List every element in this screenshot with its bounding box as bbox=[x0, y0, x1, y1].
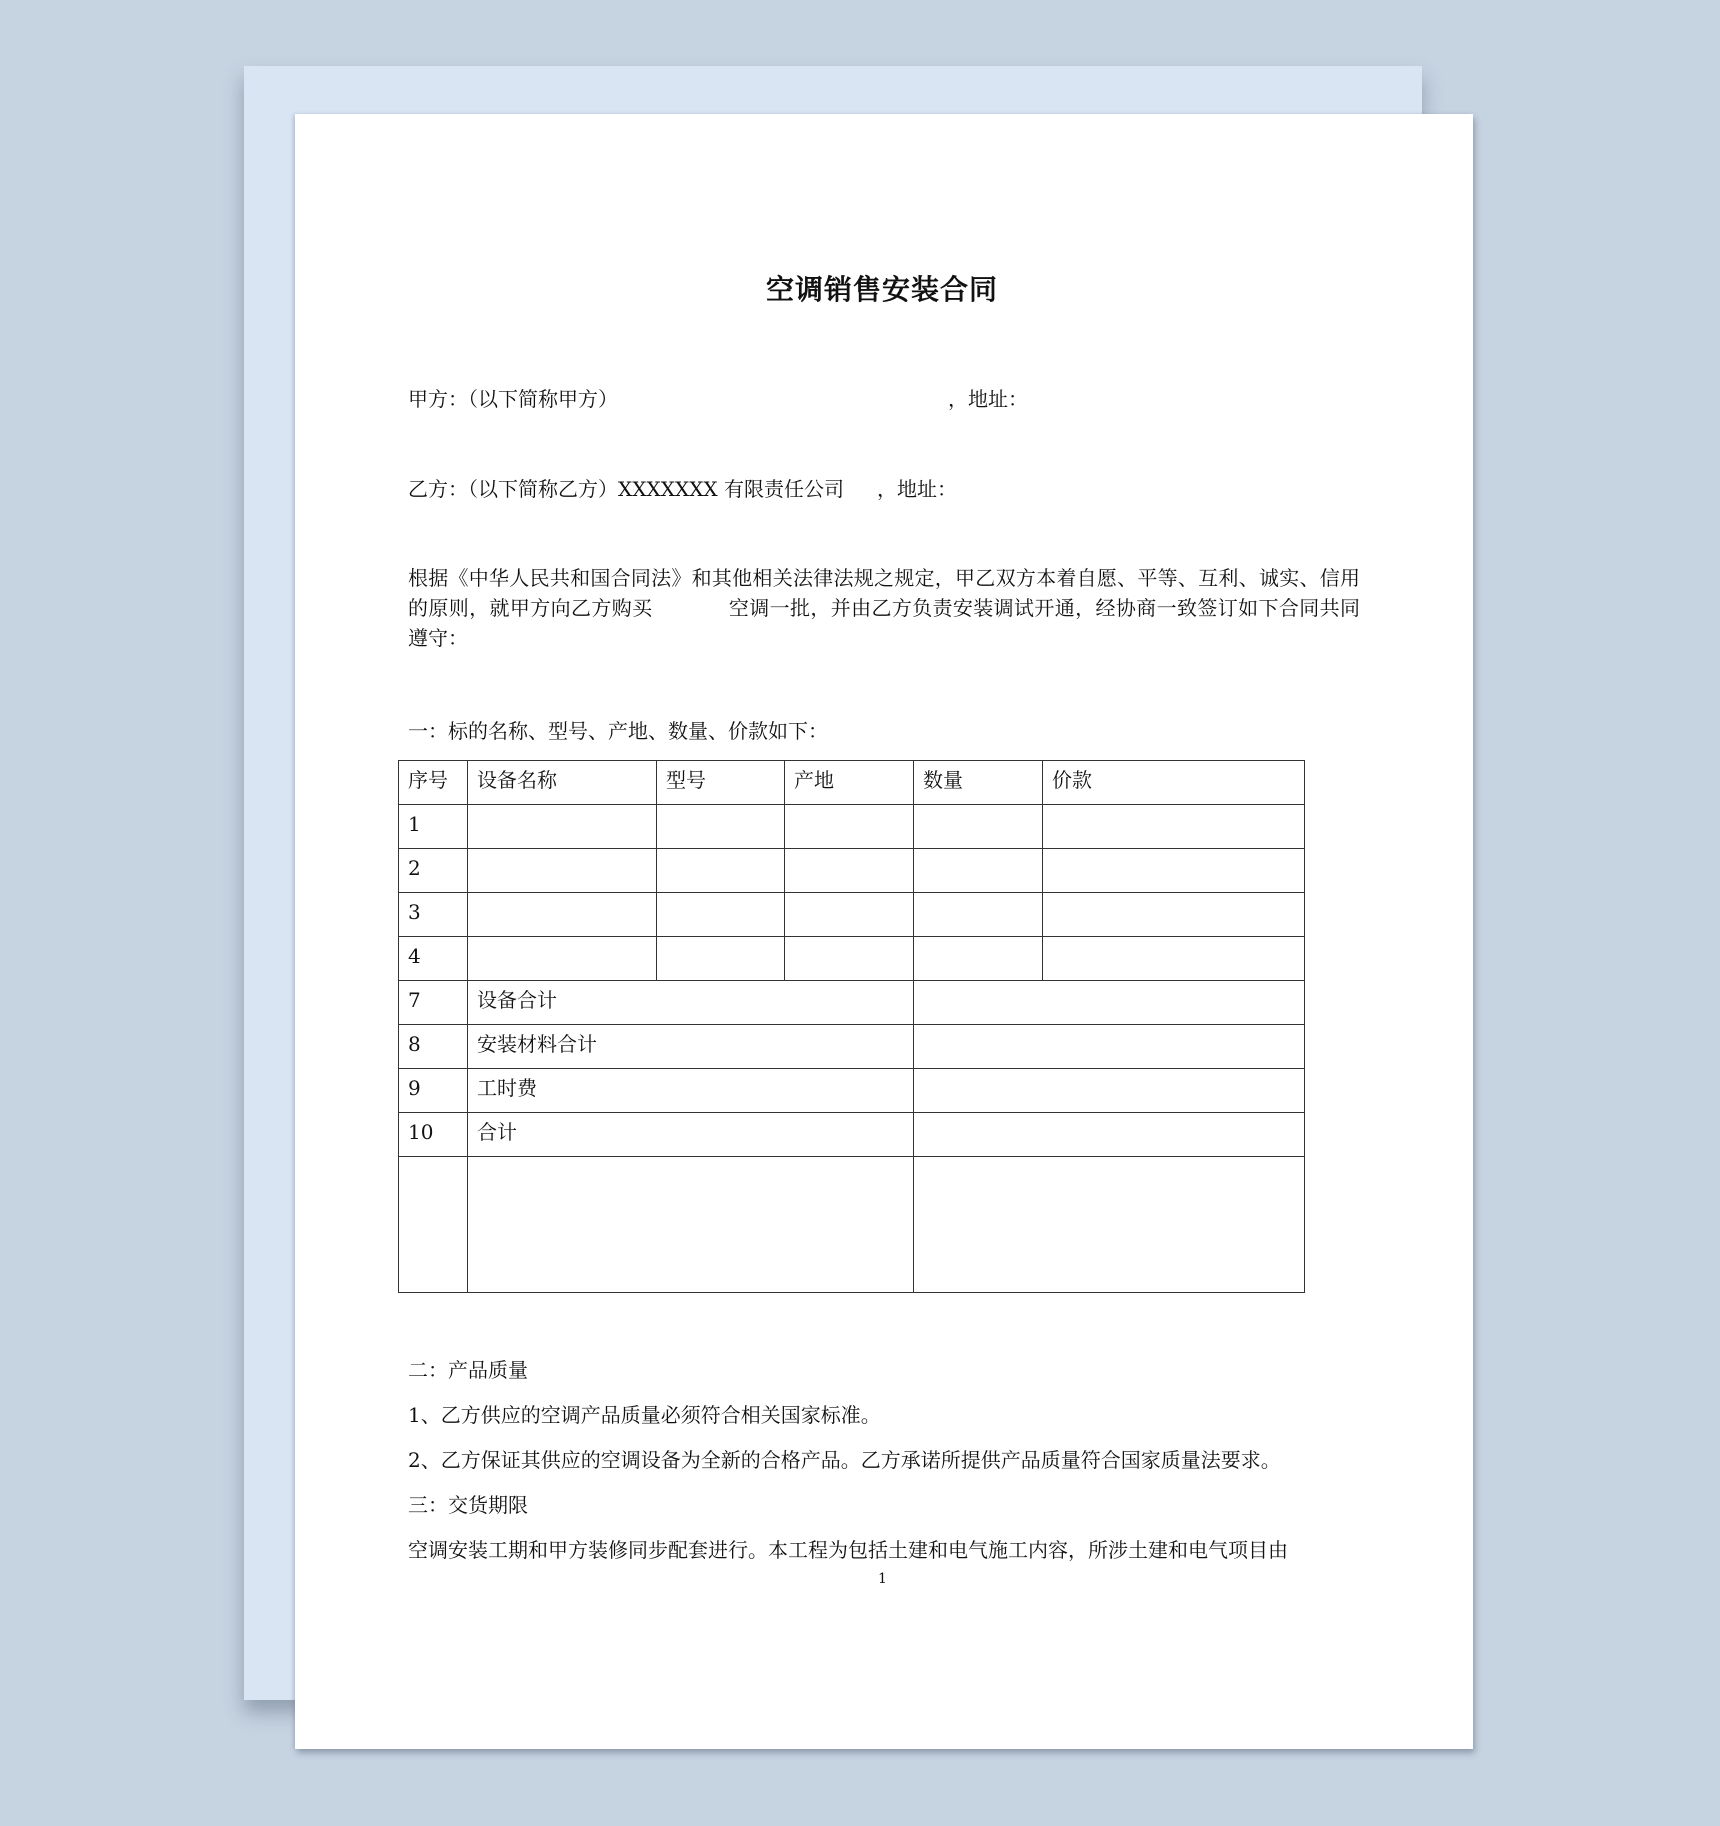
section1-heading: 一：标的名称、型号、产地、数量、价款如下： bbox=[408, 719, 828, 743]
cell-no: 8 bbox=[399, 1025, 468, 1069]
cell-model[interactable] bbox=[657, 937, 785, 981]
cell-no: 2 bbox=[399, 849, 468, 893]
party-b-label: 乙方：（以下简称乙方）XXXXXXX 有限责任公司 bbox=[408, 477, 845, 501]
cell-qty[interactable] bbox=[914, 937, 1043, 981]
cell-origin[interactable] bbox=[785, 937, 914, 981]
cell-qty[interactable] bbox=[914, 805, 1043, 849]
document-title: 空调销售安装合同 bbox=[766, 273, 999, 306]
party-a-label: 甲方：（以下简称甲方） bbox=[408, 387, 618, 411]
cell-name[interactable] bbox=[468, 805, 657, 849]
summary-label: 安装材料合计 bbox=[468, 1025, 914, 1069]
summary-value[interactable] bbox=[914, 1025, 1305, 1069]
blank-cell[interactable] bbox=[468, 1157, 914, 1293]
header-cell-origin: 产地 bbox=[785, 761, 914, 805]
page-number: 1 bbox=[878, 1571, 887, 1587]
cell-origin[interactable] bbox=[785, 893, 914, 937]
cell-price[interactable] bbox=[1043, 937, 1305, 981]
header-cell-no: 序号 bbox=[399, 761, 468, 805]
cell-name[interactable] bbox=[468, 937, 657, 981]
blank-cell[interactable] bbox=[399, 1157, 468, 1293]
header-cell-qty: 数量 bbox=[914, 761, 1043, 805]
summary-row-equipment-total bbox=[399, 981, 1305, 1025]
cell-name[interactable] bbox=[468, 893, 657, 937]
summary-label: 工时费 bbox=[468, 1069, 914, 1113]
section2-item-1: 1、乙方供应的空调产品质量必须符合相关国家标准。 bbox=[408, 1403, 881, 1427]
summary-row-materials-total bbox=[399, 1025, 1305, 1069]
cell-price[interactable] bbox=[1043, 849, 1305, 893]
summary-label: 合计 bbox=[468, 1113, 914, 1157]
header-cell-model: 型号 bbox=[657, 761, 785, 805]
blank-notes-row bbox=[399, 1157, 1305, 1293]
cell-origin[interactable] bbox=[785, 805, 914, 849]
table-header-row bbox=[399, 761, 1305, 805]
intro-part1: 根据《中华人民共和国合同法》和其他相关法律法规之规定，甲乙双方本着自愿、平等、互利、诚实、信用的原则，就甲方向乙方购买 bbox=[408, 566, 1360, 620]
cell-price[interactable] bbox=[1043, 805, 1305, 849]
cell-no: 7 bbox=[399, 981, 468, 1025]
summary-label: 设备合计 bbox=[468, 981, 914, 1025]
header-cell-name: 设备名称 bbox=[468, 761, 657, 805]
items-table bbox=[398, 760, 1305, 1293]
cell-no: 10 bbox=[399, 1113, 468, 1157]
section3-heading: 三：交货期限 bbox=[408, 1493, 528, 1517]
table-row bbox=[399, 849, 1305, 893]
party-b-address-label: ，地址： bbox=[877, 477, 957, 501]
cell-no: 3 bbox=[399, 893, 468, 937]
cell-model[interactable] bbox=[657, 893, 785, 937]
cell-price[interactable] bbox=[1043, 893, 1305, 937]
section3-text: 空调安装工期和甲方装修同步配套进行。本工程为包括土建和电气施工内容，所涉土建和电气项目由 bbox=[408, 1538, 1288, 1562]
summary-value[interactable] bbox=[914, 981, 1305, 1025]
summary-value[interactable] bbox=[914, 1069, 1305, 1113]
cell-name[interactable] bbox=[468, 849, 657, 893]
header-cell-price: 价款 bbox=[1043, 761, 1305, 805]
summary-value[interactable] bbox=[914, 1113, 1305, 1157]
cell-model[interactable] bbox=[657, 849, 785, 893]
cell-no: 9 bbox=[399, 1069, 468, 1113]
cell-qty[interactable] bbox=[914, 849, 1043, 893]
cell-origin[interactable] bbox=[785, 849, 914, 893]
intro-part2: 空调一批，并由乙方负责安装调试开通，经协商一致签订如下合同共同遵守： bbox=[408, 596, 1361, 650]
table-row bbox=[399, 937, 1305, 981]
cell-no: 4 bbox=[399, 937, 468, 981]
party-a-address-label: ，地址： bbox=[948, 387, 1028, 411]
blank-cell[interactable] bbox=[914, 1157, 1305, 1293]
cell-qty[interactable] bbox=[914, 893, 1043, 937]
table-row bbox=[399, 805, 1305, 849]
section2-item-2: 2、乙方保证其供应的空调设备为全新的合格产品。乙方承诺所提供产品质量符合国家质量法要求。 bbox=[408, 1448, 1281, 1472]
section2-heading: 二：产品质量 bbox=[408, 1358, 528, 1382]
intro-paragraph bbox=[408, 563, 1360, 653]
summary-row-grand-total bbox=[399, 1113, 1305, 1157]
cell-no: 1 bbox=[399, 805, 468, 849]
cell-model[interactable] bbox=[657, 805, 785, 849]
table-row bbox=[399, 893, 1305, 937]
summary-row-labor-fee bbox=[399, 1069, 1305, 1113]
